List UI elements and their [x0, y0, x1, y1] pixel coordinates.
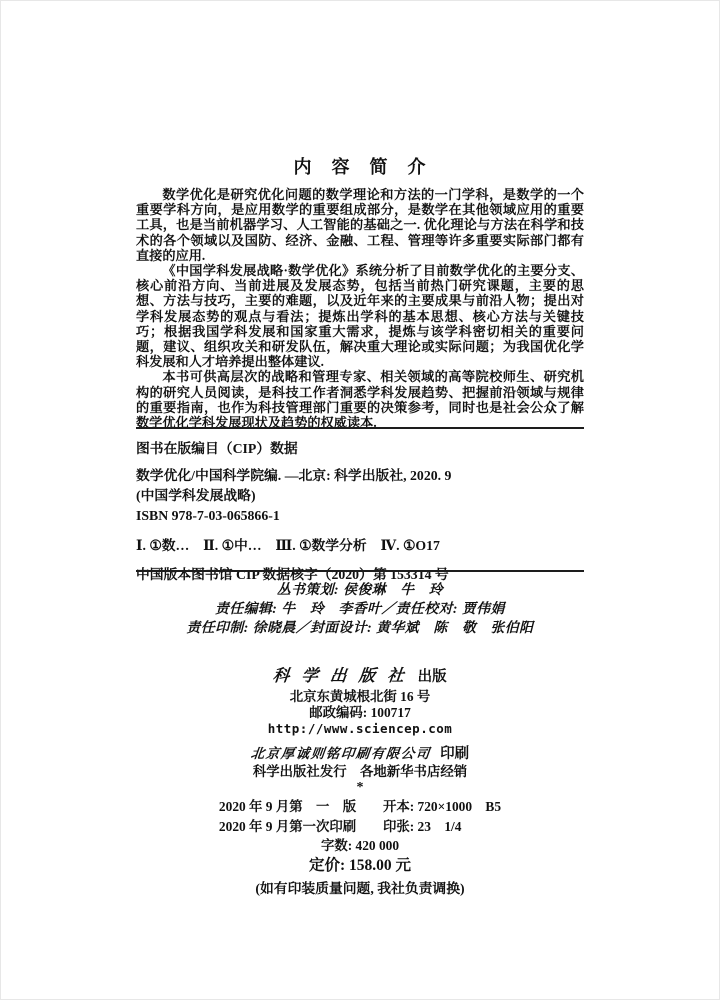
series-planning-credit: 丛书策划: 侯俊琳 牛 玲 [276, 582, 444, 597]
divider-rule-top [136, 427, 584, 429]
distribution-line: 科学出版社发行 各地新华书店经销 [252, 764, 468, 779]
edition-block [219, 797, 501, 837]
printer-logotype: 北京厚诚则铭印刷有限公司 [249, 746, 432, 761]
cip-block [136, 437, 584, 583]
cip-isbn: ISBN 978-7-03-065866-1 [136, 508, 280, 523]
word-count: 字数: 420 000 [320, 838, 400, 853]
printer-line [136, 742, 584, 761]
cip-heading: 图书在版编目（CIP）数据 [136, 441, 298, 456]
summary-paragraph-1: 数学优化是研究优化问题的数学理论和方法的一门学科，是数学的一个重要学科方向，是应用数学的重要组成部分，是数学在其他领域应用的重要工具，也是当前机器学习、人工智能的基础之一. 优化理论与方法在科学和技术的各个领域以及国防、经济、金融、工程、管理等许多重要实际部门都有直接的应用. [136, 187, 584, 263]
cip-entry: 数学优化/中国科学院编. —北京: 科学出版社, 2020. 9 [136, 468, 452, 483]
publisher-role-label: 出版 [417, 669, 447, 685]
summary-title: 内 容 简 介 [293, 157, 427, 177]
summary-paragraphs [136, 187, 584, 430]
editor-proofreader-credit: 责任编辑: 牛 玲 李香叶／责任校对: 贾伟娟 [215, 601, 505, 616]
asterisk-divider: * [356, 780, 364, 795]
divider-rule-bottom [136, 570, 584, 572]
cip-record-number: 中国版本图书馆 CIP 数据核字（2020）第 153314 号 [136, 567, 449, 582]
summary-paragraph-2: 《中国学科发展战略·数学优化》系统分析了目前数学优化的主要分支、核心前沿方向、当前进展及发展态势，包括当前热门研究课题，主要的思想、方法与技巧，主要的难题，以及近年来的主要成果与前沿人物；提出对学科发展态势的观点与看法；提炼出学科的基本思想、核心方法与关键技巧；根据我国学科发展和国家重大需求，提炼与该学科密切相关的重要问题，建议、组织攻关和研发队伍，解决重大理论或实际问题；为我国优化学科发展和人才培养提出整体建议. [136, 263, 584, 370]
colophon [136, 662, 584, 897]
quality-note: (如有印装质量问题, 我社负责调换) [255, 881, 465, 896]
publisher-line [136, 662, 584, 684]
cip-series: (中国学科发展战略) [136, 488, 256, 503]
edition-line: 2020 年 9 月第 一 版 开本: 720×1000 B5 [218, 799, 502, 814]
publisher-logotype: 科 学 出 版 社 [272, 666, 410, 685]
postal-code: 邮政编码: 100717 [309, 705, 411, 720]
price-line: 定价: 158.00 元 [308, 857, 412, 874]
impression-line: 2020 年 9 月第一次印刷 印张: 23 1/4 [218, 819, 462, 834]
publisher-website: http://www.sciencep.com [267, 721, 453, 736]
printer-role-label: 印刷 [440, 746, 470, 762]
print-cover-credit: 责任印制: 徐晓晨／封面设计: 黄华斌 陈 敬 张伯阳 [186, 620, 534, 635]
publisher-address: 北京东黄城根北街 16 号 [289, 689, 431, 704]
staff-credits [136, 580, 584, 637]
cip-classification: Ⅰ. ①数… Ⅱ. ①中… Ⅲ. ①数学分析 Ⅳ. ①O17 [136, 538, 440, 553]
summary-paragraph-3: 本书可供高层次的战略和管理专家、相关领域的高等院校师生、研究机构的研究人员阅读，是科技工作者洞悉学科发展趋势、把握前沿领域与规律的重要指南，也作为科技管理部门重要的决策参考，同时也是社会公众了解数学优化学科发展现状及趋势的权威读本. [136, 369, 584, 431]
